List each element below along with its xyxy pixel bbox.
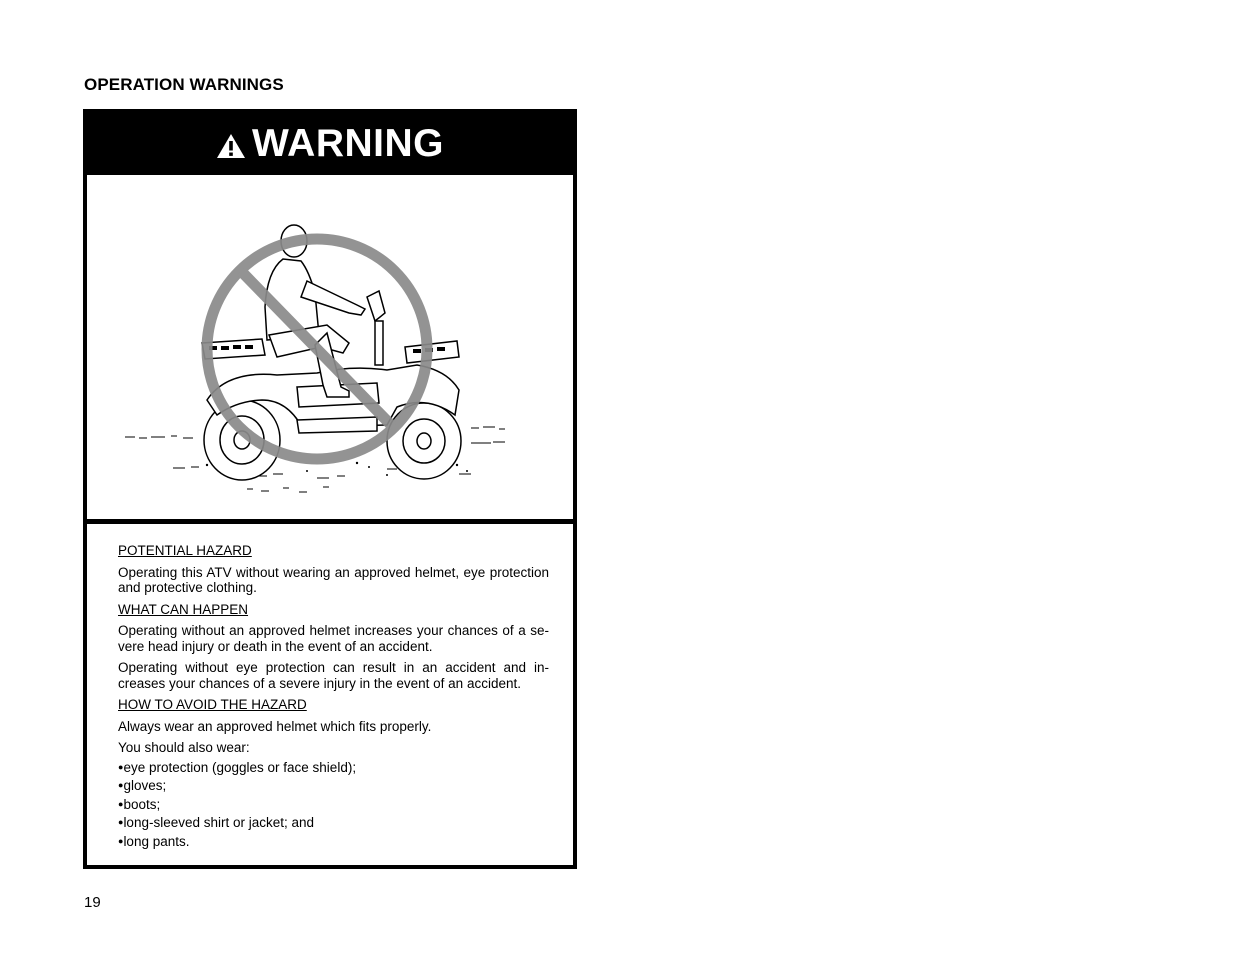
how-to-avoid-text-2: You should also wear: [118,740,250,755]
how-to-avoid-heading: HOW TO AVOID THE HAZARD [118,697,307,712]
list-item: ● gloves; [118,778,549,794]
list-item: ● boots; [118,797,549,813]
warning-text [118,543,549,852]
warning-triangle-icon [216,133,246,159]
potential-hazard-heading: POTENTIAL HAZARD [118,543,252,558]
what-can-happen-text-1: Operating without an approved helmet increases your chances of a se-vere head injury or death in the event of an accident. [118,623,549,654]
potential-hazard-text: Operating this ATV without wearing an approved helmet, eye protection and protective clothing. [118,564,549,595]
page-number: 19 [84,894,101,911]
warning-box [83,109,577,869]
warning-divider [87,519,573,524]
list-item: ● long pants. [118,834,549,850]
what-can-happen-heading: WHAT CAN HAPPEN [118,601,249,617]
atv-illustration [87,175,573,519]
what-can-happen-text-2: Operating without eye protection can result in an accident and in-creases your chances of a severe injury in the event of an accident. [118,660,549,691]
warning-title: WARNING [252,122,444,165]
warning-header [87,113,573,175]
section-title: OPERATION WARNINGS [84,75,284,94]
list-item: ● eye protection (goggles or face shield); [118,760,549,776]
how-to-avoid-text-1: Always wear an approved helmet which fits properly. [118,718,432,734]
list-item: ● long-sleeved shirt or jacket; and [118,815,549,831]
